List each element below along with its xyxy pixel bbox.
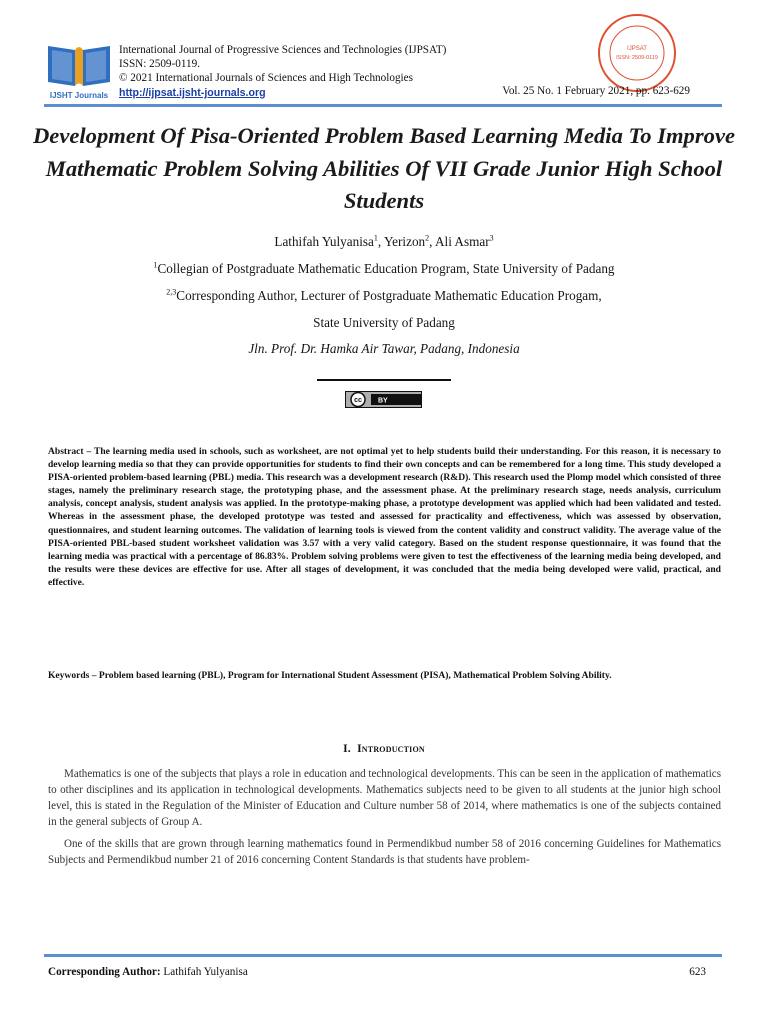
author-list: Lathifah Yulyanisa$^1$, Yerizon$^2$, Ali Asmar$^3$ xyxy=(274,233,494,249)
affiliation-address: Jln. Prof. Dr. Hamka Air Tawar, Padang, Indonesia xyxy=(248,341,520,356)
affiliation-2: $^{2,3}$Corresponding Author, Lecturer of Postgraduate Mathematic Education Progam, xyxy=(166,287,602,303)
page-header xyxy=(0,0,768,116)
svg-text:IJPSAT: IJPSAT xyxy=(627,46,647,52)
journal-issn: ISSN: 2509-0119. xyxy=(119,58,201,71)
journal-name: International Journal of Progressive Sciences and Technologies (IJPSAT) xyxy=(119,44,447,56)
header-divider xyxy=(44,104,722,107)
journal-copyright: © 2021 International Journals of Sciences and High Technologies xyxy=(119,72,413,85)
section-heading-introduction: I. Introduction xyxy=(343,742,425,755)
body-paragraph: One of the skills that are grown through learning mathematics found in Permendikbud number 58 of 2016 concerning Guidelines for Mathematics Subjects and Permendikbud number 21 of 2016 concerning Content Standards is that students have problem- xyxy=(48,838,721,866)
page-number: 623 xyxy=(689,966,706,978)
svg-text:BY: BY xyxy=(378,397,388,405)
author-3: , Ali Asmar xyxy=(429,234,490,249)
affiliation-3: State University of Padang xyxy=(313,315,455,330)
abstract: Abstract – The learning media used in schools, such as worksheet, are not optimal yet to help students build their understanding. For this reason, it is necessary to develop learning media so that they can provide opportunities for students to find their own concepts and can be remembered for a long time. This study developed a PISA-oriented problem-based learning (PBL) media. This research was a development research (R&D). This research used the Plomp model which consisted of three stages, namely the preliminary research stage, the prototyping phase, and the assessment phase. At the preliminary research stage, needs analysis, curriculum analysis, concept analysis, student analysis was applied. In the prototype-making phase, a prototype development was applied which had been validated and tested. Whereas in the assessment phase, the developed prototype was tested and assessed for practicality and effectiveness, which was assessed by observation, questionnaires, and student learning outcomes. The validation of learning tools is viewed from the content validity and construct validity. The average value of the PISA-oriented PBL-based student worksheet validation was 3.57 with a very valid category. Based on the student response questionnaire, it was found that the learning media was practical with a percentage of 86.83%. Problem solving problems were given to test the effectiveness of the learning media being developed, and the results were these devices are effective for use. After all stages of development, it was concluded that the media being developed were valid, practical, and effective. xyxy=(48,446,721,588)
keywords: Keywords – Problem based learning (PBL), Program for International Student Assessment (PISA), Mathematical Problem Solving Ability. xyxy=(48,670,612,681)
svg-text:IJSHT Journals: IJSHT Journals xyxy=(49,91,109,100)
affiliation-1: $^1$Collegian of Postgraduate Mathematic Education Program, State University of Padang xyxy=(153,260,615,276)
journal-url-link[interactable]: http://ijpsat.ijsht-journals.org xyxy=(119,86,266,99)
cc-by-license-icon[interactable] xyxy=(345,391,422,408)
footer-corresponding-author: Corresponding Author: Lathifah Yulyanisa xyxy=(48,966,248,978)
paper-title: Development Of Pisa-Oriented Problem Based Learning Media To Improve Mathematic Problem Solving Abilities Of VII Grade Junior High School Students xyxy=(32,123,736,213)
title-separator xyxy=(317,379,451,381)
svg-text:ISSN: 2509-0119: ISSN: 2509-0119 xyxy=(616,55,658,61)
svg-text:cc: cc xyxy=(354,397,362,405)
body-paragraph: Mathematics is one of the subjects that plays a role in education and technological developments. This can be seen in the application of mathematics to other disciplines and its application in technological developments. Mathematics subjects need to be given to all students at the junior high school level, this is stated in the Regulation of the Minister of Education and Culture number 58 of 2014, where mathematics is one of the subjects contained in the general subjects of Group A. xyxy=(48,768,721,828)
journal-seal xyxy=(596,12,678,94)
ijsht-journals-logo xyxy=(44,36,114,102)
author-1: Lathifah Yulyanisa xyxy=(274,234,374,249)
journal-info xyxy=(119,43,446,100)
volume-info: Vol. 25 No. 1 February 2021, pp. 623-629 xyxy=(502,85,690,97)
footer-divider xyxy=(44,954,722,957)
author-2: , Yerizon xyxy=(377,234,426,249)
